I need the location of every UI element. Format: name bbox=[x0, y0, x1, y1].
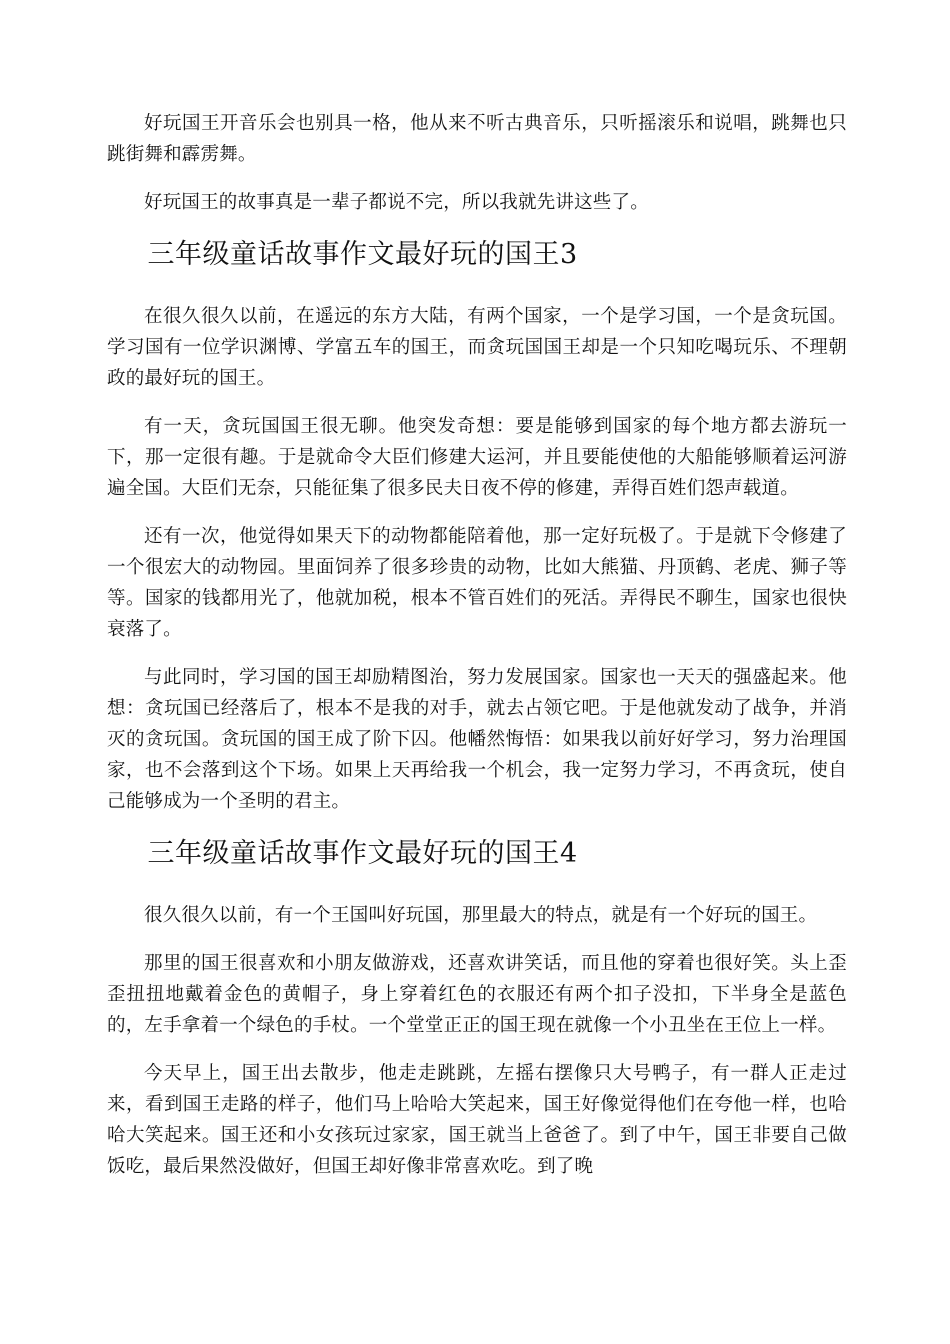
paragraph-ending: 好玩国王的故事真是一辈子都说不完，所以我就先讲这些了。 bbox=[144, 192, 649, 213]
document-body bbox=[107, 108, 847, 1199]
paragraph-war: 与此同时，学习国的国王却励精图治，努力发展国家。国家也一天天的强盛起来。他想：贪玩国已经落后了，根本不是我的对手，就去占领它吧。于是他就发动了战争，并消灭的贪玩国。贪玩国的国王成了阶下囚。他幡然悔悟：如果我以前好好学习，努力治理国家，也不会落到这个下场。如果上天再给我一个机会，我一定努力学习，不再贪玩，使自己能够成为一个圣明的君主。 bbox=[107, 667, 847, 812]
paragraph-king-clothes: 那里的国王很喜欢和小朋友做游戏，还喜欢讲笑话，而且他的穿着也很好笑。头上歪歪扭扭地戴着金色的黄帽子，身上穿着红色的衣服还有两个扣子没扣，下半身全是蓝色的，左手拿着一个绿色的手杖。一个堂堂正正的国王现在就像一个小丑坐在王位上一样。 bbox=[107, 953, 847, 1036]
paragraph-canal: 有一天，贪玩国国王很无聊。他突发奇想：要是能够到国家的每个地方都去游玩一下，那一定很有趣。于是就命令大臣们修建大运河，并且要能使他的大船能够顺着运河游遍全国。大臣们无奈，只能征集了很多民夫日夜不停的修建，弄得百姓们怨声载道。 bbox=[107, 416, 847, 499]
section-heading-3: 三年级童话故事作文最好玩的国王3 bbox=[147, 239, 578, 270]
paragraph-fun-kingdom: 很久很久以前，有一个王国叫好玩国，那里最大的特点，就是有一个好玩的国王。 bbox=[144, 905, 818, 926]
paragraph-zoo: 还有一次，他觉得如果天下的动物都能陪着他，那一定好玩极了。于是就下令修建了一个很宏大的动物园。里面饲养了很多珍贵的动物，比如大熊猫、丹顶鹤、老虎、狮子等等。国家的钱都用光了，他就加税，根本不管百姓们的死活。弄得民不聊生，国家也很快衰落了。 bbox=[107, 526, 847, 640]
paragraph-concert: 好玩国王开音乐会也别具一格，他从来不听古典音乐，只听摇滚乐和说唱，跳舞也只跳街舞和霹雳舞。 bbox=[107, 113, 847, 165]
paragraph-two-kingdoms: 在很久很久以前，在遥远的东方大陆，有两个国家，一个是学习国，一个是贪玩国。学习国有一位学识渊博、学富五车的国王，而贪玩国国王却是一个只知吃喝玩乐、不理朝政的最好玩的国王。 bbox=[107, 306, 847, 389]
paragraph-king-day: 今天早上，国王出去散步，他走走跳跳，左摇右摆像只大号鸭子，有一群人正走过来，看到国王走路的样子，他们马上哈哈大笑起来，国王好像觉得他们在夸他一样，也哈哈大笑起来。国王还和小女孩玩过家家，国王就当上爸爸了。到了中午，国王非要自己做饭吃，最后果然没做好，但国王却好像非常喜欢吃。到了晚 bbox=[107, 1063, 847, 1177]
section-heading-4: 三年级童话故事作文最好玩的国王4 bbox=[147, 838, 578, 869]
